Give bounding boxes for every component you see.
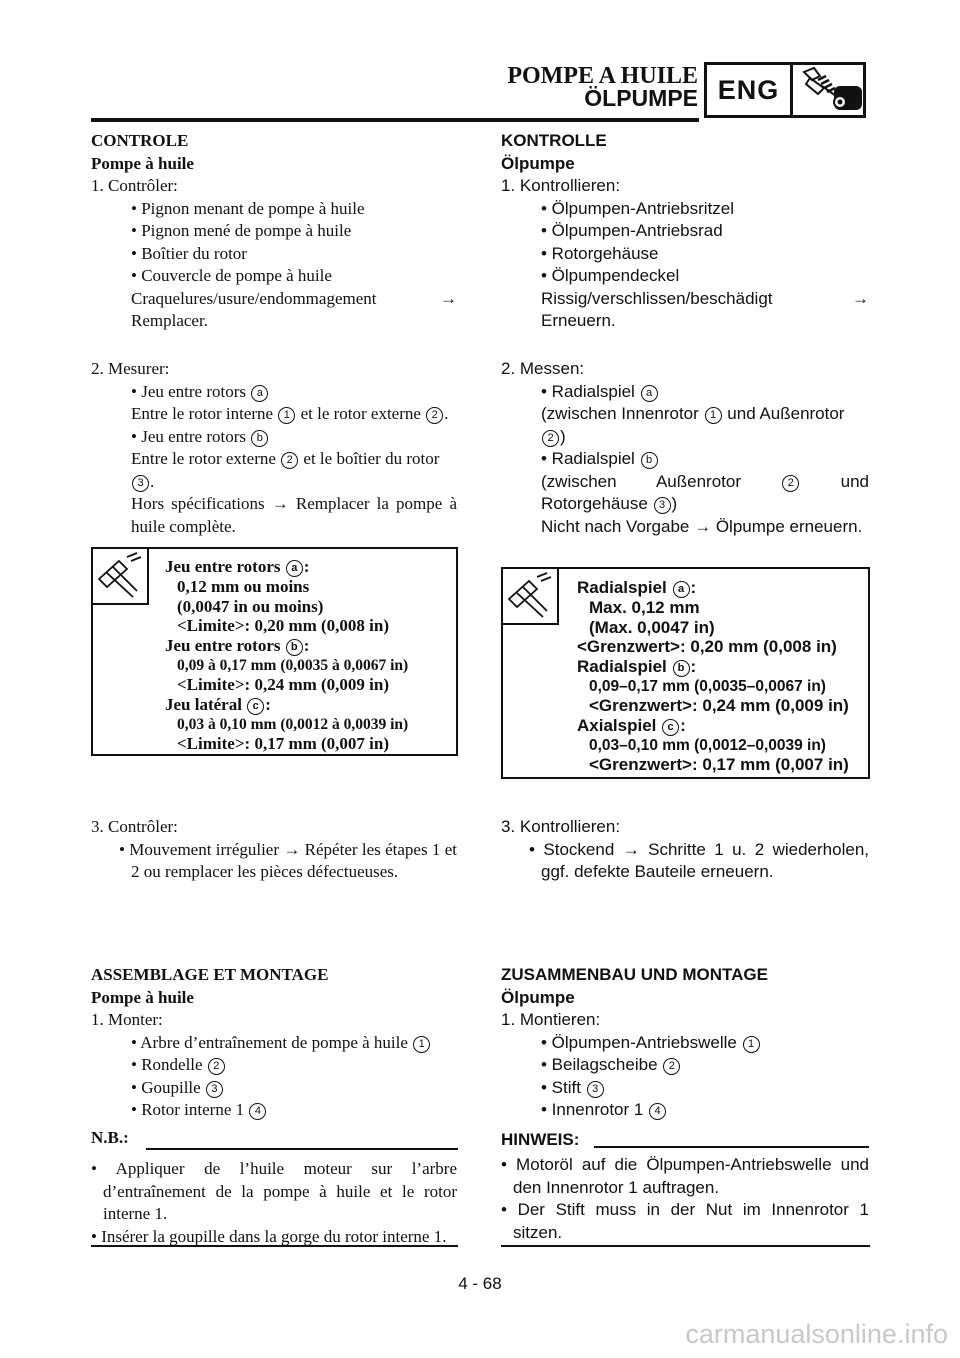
wrench-icon <box>503 569 555 621</box>
list-item: • Radialspiel a <box>501 381 869 404</box>
lang-badge: ENG <box>717 75 780 105</box>
right-measure-section <box>501 358 869 538</box>
marker-b: b <box>251 430 268 447</box>
list-item: • Pignon mené de pompe à huile <box>131 221 352 240</box>
spec-box <box>501 567 870 779</box>
note-heading: HINWEIS: <box>501 1130 580 1149</box>
list-item: • Stockend → Schritte 1 u. 2 wiederholen, ggf. defekte Bauteile erneuern. <box>529 839 869 881</box>
subheading: Pompe à huile <box>91 987 194 1007</box>
page-number: 4 - 68 <box>458 1274 502 1293</box>
step: 1. Contrôler: <box>91 176 178 195</box>
spec-values: Jeu entre rotors a : 0,12 mm ou moins (0,0047 in ou moins) <Limite>: 0,20 mm (0,008 in) Jeu entre rotors b : 0,09 à 0,17 mm (0,0035 à 0,0067 in) <Limite>: 0,24 mm (0,009 in) Jeu latéral c : 0,03 à 0,10 mm (0,0012 à 0,0039 in) <Limite>: 0,17 mm (0,007 in) <box>165 557 409 753</box>
list-item: • Ölpumpen-Antriebsrad <box>541 221 723 240</box>
list-item-detail: Craquelures/usure/endommagement → Remplacer. <box>131 288 457 330</box>
page-title-fr: POMPE A HUILE <box>507 63 698 89</box>
left-inspection-section <box>91 130 457 333</box>
list-item: • Jeu entre rotors a <box>91 381 457 404</box>
watermark: carmanualsonline.info <box>685 1319 948 1349</box>
marker-a: a <box>251 385 268 402</box>
measure-tool-cell <box>93 549 149 605</box>
list-item-detail: Entre le rotor interne 1 et le rotor externe 2 . <box>131 404 449 423</box>
list-item: • Boîtier du rotor <box>131 243 247 263</box>
spec-box <box>91 547 458 756</box>
left-assembly-section <box>91 964 457 1122</box>
left-check-section <box>91 816 457 884</box>
list-item-detail: Entre le rotor externe 2 et le boîtier du rotor 3 . <box>131 449 440 491</box>
note-heading: N.B.: <box>91 1128 129 1147</box>
page-title-de: ÖLPUMPE <box>584 85 698 111</box>
note-rule <box>146 1148 458 1150</box>
list-item: • Stift 3 <box>501 1077 869 1100</box>
right-assembly-section <box>501 964 869 1122</box>
spec-values: Radialspiel a : Max. 0,12 mm (Max. 0,0047 in) <Grenzwert>: 0,20 mm (0,008 in) Radialspiel b : 0,09–0,17 mm (0,0035–0,0067 in) <Grenzwert>: 0,24 mm (0,009 in) Axialspiel c : 0,03–0,10 mm (0,0012–0,0039 in) <Grenzwert>: 0,17 mm (0,007 in) <box>577 578 849 774</box>
list-item: • Mouvement irrégulier → Répéter les étapes 1 et 2 ou remplacer les pièces défectueuses. <box>119 839 457 881</box>
list-item: • Jeu entre rotors b <box>91 426 457 449</box>
list-item: • Ölpumpendeckel <box>541 266 680 285</box>
header-rule <box>91 118 699 122</box>
section-heading: ASSEMBLAGE ET MONTAGE <box>91 965 329 984</box>
step: 2. Messen: <box>501 359 585 378</box>
left-measure-section <box>91 358 457 538</box>
section-heading: ZUSAMMENBAU UND MONTAGE <box>501 965 768 984</box>
note-body: • Motoröl auf die Ölpumpen-Antriebswelle und den Innenrotor 1 auftragen. • Der Stift muss in der Nut im Innenrotor 1 sitzen. <box>501 1155 869 1242</box>
list-item: • Radialspiel b <box>501 448 869 471</box>
list-item: • Ölpumpen-Antriebswelle 1 <box>501 1032 869 1055</box>
list-item: • Rondelle 2 <box>91 1054 457 1077</box>
step: 3. Contrôler: <box>91 817 178 836</box>
subheading: Ölpumpe <box>501 153 575 173</box>
list-item: • Beilagscheibe 2 <box>501 1054 869 1077</box>
right-inspection-section <box>501 130 869 333</box>
step: 2. Mesurer: <box>91 359 170 378</box>
list-item: • Innenrotor 1 4 <box>501 1099 869 1122</box>
list-item-detail: Hors spécifications → Remplacer la pompe à huile complète. <box>131 494 457 536</box>
list-item-detail: Nicht nach Vorgabe → Ölpumpe erneuern. <box>541 516 863 536</box>
step: 3. Kontrollieren: <box>501 817 621 836</box>
list-item: • Rotorgehäuse <box>541 243 659 263</box>
measure-tool-cell <box>503 569 559 625</box>
list-item-detail: Rissig/verschlissen/beschädigt → Erneuern. <box>541 288 869 330</box>
list-item: • Goupille 3 <box>91 1077 457 1100</box>
subheading: Pompe à huile <box>91 153 194 173</box>
list-item: • Ölpumpen-Antriebsritzel <box>541 198 735 218</box>
list-item-detail: (zwischen Innenrotor 1 und Außenrotor 2 ) <box>541 404 845 446</box>
section-heading: KONTROLLE <box>501 131 607 150</box>
right-check-section <box>501 816 869 884</box>
list-item: • Pignon menant de pompe à huile <box>131 198 365 218</box>
note-body: • Appliquer de l’huile moteur sur l’arbre d’entraînement de la pompe à huile et le rotor interne 1. • Insérer la goupille dans la gorge du rotor interne 1. <box>91 1159 457 1246</box>
list-item: • Rotor interne 1 4 <box>91 1099 457 1122</box>
note-bottom-rule <box>501 1245 870 1247</box>
section-badge <box>704 62 866 118</box>
step: 1. Kontrollieren: <box>501 176 621 195</box>
list-item: • Couvercle de pompe à huile <box>131 266 332 285</box>
section-heading: CONTROLE <box>91 131 189 150</box>
note-bottom-rule <box>91 1245 458 1247</box>
subheading: Ölpumpe <box>501 987 575 1007</box>
engine-piston-icon <box>796 66 864 114</box>
list-item-detail: (zwischen Außenrotor 2 und Rotorgehäuse 3 ) <box>541 471 869 513</box>
step: 1. Montieren: <box>501 1010 601 1029</box>
list-item: • Arbre d’entraînement de pompe à huile 1 <box>91 1032 457 1055</box>
wrench-icon <box>93 549 145 601</box>
note-rule <box>594 1146 869 1148</box>
step: 1. Monter: <box>91 1010 163 1029</box>
